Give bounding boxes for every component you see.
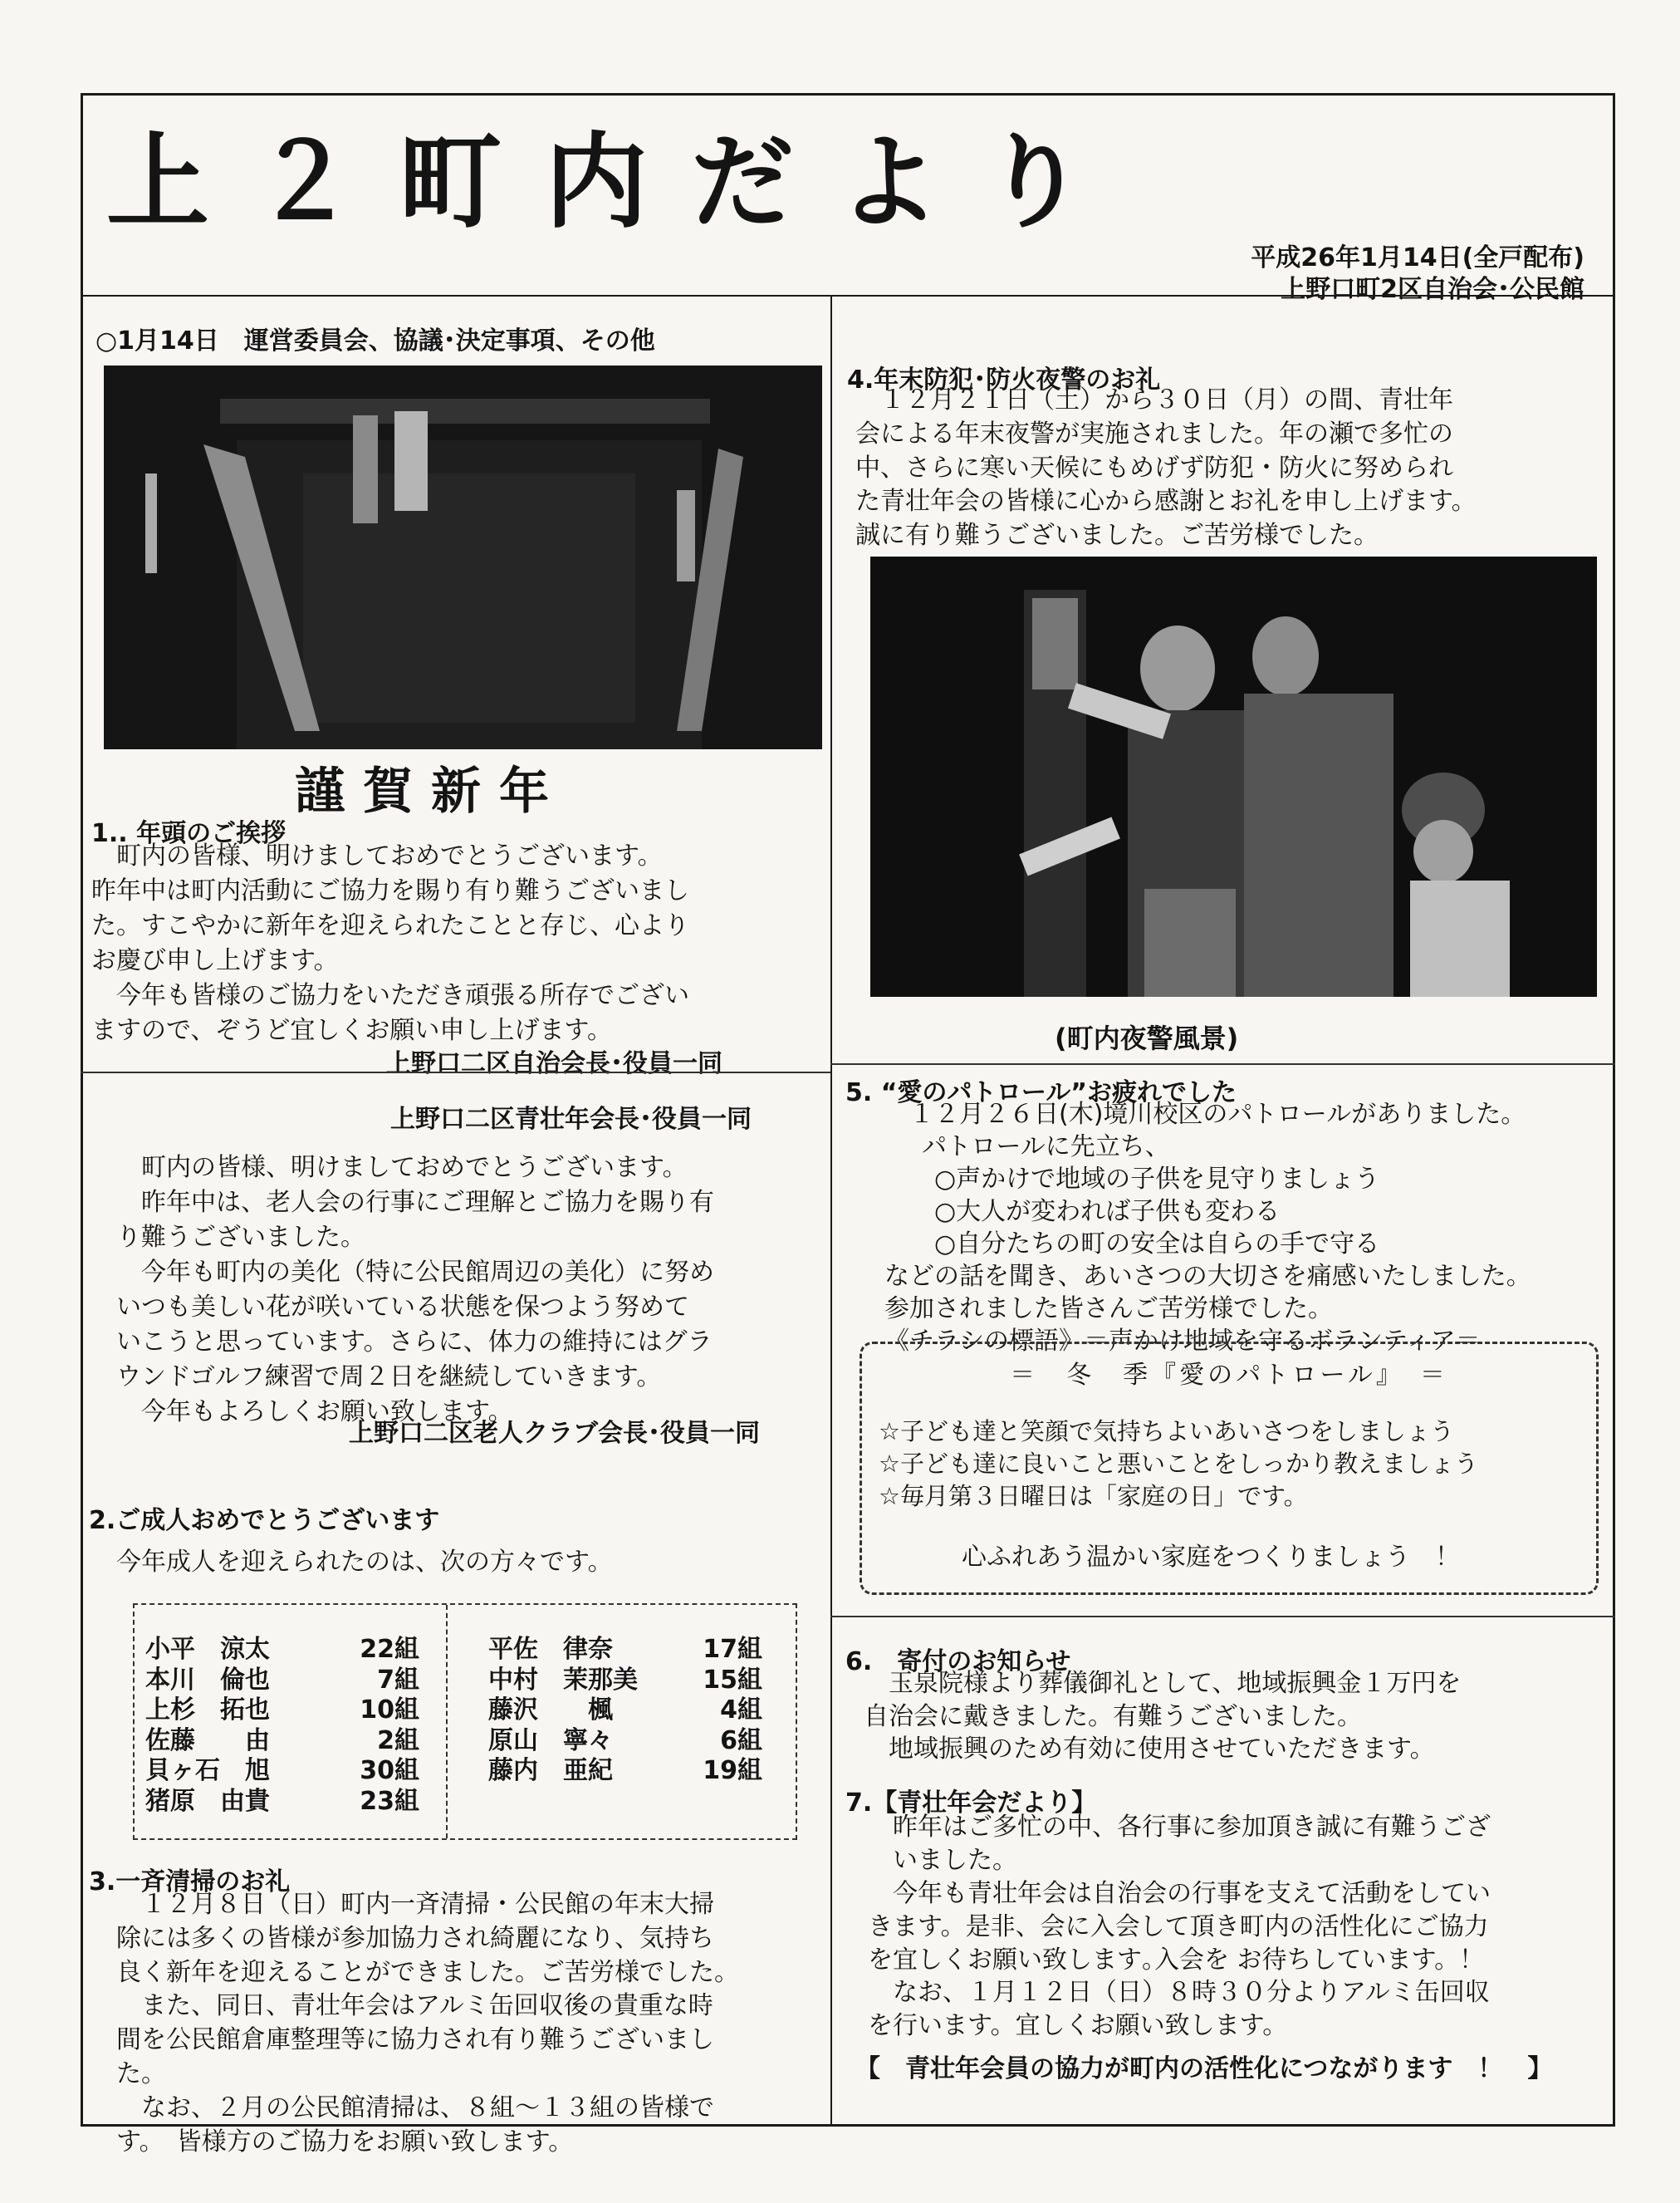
paragraph: 昨年中は町内活動にご協力を賜り有り難うございまし bbox=[91, 876, 689, 905]
signature-roujin: 上野口二区老人クラブ会長･役員一同 bbox=[349, 1419, 760, 1448]
paragraph: 町内の皆様、明けましておめでとうございます。 bbox=[116, 841, 663, 871]
winter-patrol-closing: 心ふれあう温かい家庭をつくりましょう ！ bbox=[962, 1543, 1460, 1573]
paragraph: 地域振興のため有効に使用させていただきます。 bbox=[889, 1734, 1435, 1764]
paragraph: いました。 bbox=[893, 1845, 1017, 1875]
paragraph: 《チラシの標語》＝声かけ地域を守るボランティア＝ bbox=[884, 1327, 1481, 1356]
section-2-intro: 今年成人を迎えられたのは、次の方々です。 bbox=[116, 1548, 613, 1577]
header-rule bbox=[81, 295, 1615, 297]
paragraph: １２月２１日（土）から３０日（月）の間、青壮年 bbox=[880, 385, 1453, 415]
list-item: 本川 倫也 7組 bbox=[145, 1665, 419, 1695]
paragraph: なお、２月の公民館清掃は、８組～１３組の皆様で bbox=[141, 2093, 714, 2122]
paragraph: 間を公民館倉庫整理等に協力され有り難うございまし bbox=[116, 2025, 714, 2055]
list-item: 平佐 律奈 17組 bbox=[488, 1635, 762, 1664]
paragraph: 今年も町内の美化（特に公民館周辺の美化）に努め bbox=[141, 1258, 714, 1287]
list-item: 上杉 拓也 10組 bbox=[145, 1695, 419, 1725]
paragraph: 今年も皆様のご協力をいただき頑張る所存でござい bbox=[116, 981, 689, 1010]
list-item: 猪原 由貴 23組 bbox=[145, 1786, 419, 1816]
section-1-body bbox=[91, 839, 822, 1048]
night-patrol-photo bbox=[870, 557, 1597, 997]
paragraph: 昨年はご多忙の中、各行事に参加頂き誠に有難うござ bbox=[893, 1813, 1491, 1842]
winter-patrol-title: ＝ 冬 季『愛のパトロール』 ＝ bbox=[1010, 1361, 1448, 1390]
list-item: ☆子ども達に良いこと悪いことをしっかり教えましょう bbox=[879, 1450, 1478, 1479]
paragraph: なお、１月１２日（日）８時３０分よりアルミ缶回収 bbox=[893, 1978, 1490, 2008]
section-5-heading: 5. “愛のパトロール”お疲れでした bbox=[845, 1078, 1237, 1107]
column-divider bbox=[830, 297, 832, 2127]
paragraph: ○大人が変われば子供も変わる bbox=[934, 1197, 1281, 1226]
paragraph: た。すこやかに新年を迎えられたことと存じ、心より bbox=[91, 911, 689, 940]
paragraph: ○自分たちの町の安全は自らの手で守る bbox=[934, 1229, 1380, 1259]
newsletter-title: 上２町内だより bbox=[106, 122, 1130, 243]
seisonen-banner: 【 青壮年会員の協力が町内の活性化につながります ！ 】 bbox=[855, 2054, 1553, 2083]
section-6-body bbox=[864, 1667, 1603, 1766]
paragraph: パトロールに先立ち、 bbox=[922, 1132, 1170, 1161]
list-item: 佐藤 由 2組 bbox=[145, 1725, 419, 1755]
paragraph: り難うございました。 bbox=[116, 1223, 365, 1252]
paragraph: を宜しくお願い致します｡入会を お待ちしています。！ bbox=[868, 1945, 1485, 1975]
paragraph: を行います。宜しくお願い致します。 bbox=[868, 2011, 1288, 2041]
signature-jichikai: 上野口二区自治会長･役員一同 bbox=[386, 1049, 722, 1078]
paragraph: す。 皆様方のご協力をお願い致します。 bbox=[116, 2127, 574, 2156]
paragraph: 良く新年を迎えることができました。ご苦労様でした。 bbox=[116, 1957, 739, 1987]
paragraph: 玉泉院様より葬儀御礼として、地域振興金１万円を bbox=[889, 1669, 1462, 1698]
paragraph: 会による年末夜警が実施されました。年の瀬で多忙の bbox=[855, 419, 1453, 449]
list-item: 原山 寧々 6組 bbox=[488, 1725, 762, 1755]
list-item: 藤沢 楓 4組 bbox=[488, 1695, 762, 1725]
section-2-heading: 2.ご成人おめでとうございます bbox=[89, 1506, 440, 1535]
paragraph: いつも美しい花が咲いている状態を保つよう努めて bbox=[116, 1293, 689, 1322]
winter-patrol-box bbox=[860, 1342, 1599, 1595]
paragraph: 参加されました皆さんご苦労様でした。 bbox=[884, 1294, 1333, 1323]
section-3-heading: 3.一斉清掃のお礼 bbox=[89, 1867, 291, 1896]
divider bbox=[830, 1616, 1615, 1617]
list-item: 中村 茉那美 15組 bbox=[488, 1665, 762, 1695]
list-item: 小平 涼太 22組 bbox=[145, 1635, 419, 1664]
paragraph: ○声かけで地域の子供を見守りましょう bbox=[934, 1165, 1380, 1194]
new-year-caption: 謹賀新年 bbox=[295, 763, 567, 821]
section-5-body bbox=[884, 1098, 1607, 1357]
list-item: 藤内 亜紀 19組 bbox=[488, 1756, 762, 1786]
photo-night-patrol bbox=[870, 557, 1597, 997]
paragraph: 誠に有り難うございました。ご苦労様でした。 bbox=[855, 521, 1379, 551]
list-item: ☆子ども達と笑顔で気持ちよいあいさつをしましょう bbox=[879, 1417, 1454, 1445]
section-6-heading: 6. 寄付のお知らせ bbox=[845, 1647, 1071, 1676]
section-7-heading: 7.【青壮年会だより】 bbox=[845, 1788, 1097, 1818]
paragraph: 今年も青壮年会は自治会の行事を支えて活動をしてい bbox=[893, 1878, 1491, 1908]
names-split bbox=[446, 1605, 448, 1838]
section-4-heading: 4.年末防犯･防火夜警のお礼 bbox=[847, 366, 1161, 395]
paragraph: 中、さらに寒い天候にもめげず防犯・防火に努められ bbox=[855, 453, 1453, 483]
publication-date: 平成26年1月14日(全戸配布) bbox=[1251, 243, 1584, 272]
section-4-body bbox=[855, 384, 1603, 553]
paragraph: １２月２６日(木)境川校区のパトロールがありました。 bbox=[909, 1100, 1526, 1129]
paragraph: た。 bbox=[116, 2058, 166, 2088]
new-year-photo bbox=[104, 366, 822, 749]
paragraph: １２月８日（日）町内一斉清掃・公民館の年末大掃 bbox=[141, 1890, 714, 1919]
section-7-body bbox=[868, 1811, 1607, 2043]
section-1-heading: 1.. 年頭のご挨拶 bbox=[91, 819, 287, 848]
paragraph: などの話を聞き、あいさつの大切さを痛感いたしました。 bbox=[884, 1262, 1531, 1291]
section-3-body bbox=[116, 1888, 830, 2159]
paragraph: 昨年中は、老人会の行事にご理解とご協力を賜り有 bbox=[141, 1188, 714, 1217]
meeting-line: ○1月14日 運営委員会、協議･決定事項、その他 bbox=[96, 326, 655, 356]
photo-shrine-gate bbox=[104, 366, 822, 749]
list-item: 貝ヶ石 旭 30組 bbox=[145, 1756, 419, 1786]
publication-org: 上野口町2区自治会･公民館 bbox=[1281, 274, 1584, 304]
paragraph: いこうと思っています。さらに、体力の維持にはグラ bbox=[116, 1327, 713, 1357]
paragraph: お慶び申し上げます。 bbox=[91, 946, 339, 975]
divider bbox=[830, 1063, 1615, 1065]
names-right-list bbox=[488, 1635, 762, 1787]
paragraph: 町内の皆様、明けましておめでとうございます。 bbox=[141, 1153, 688, 1182]
paragraph: ウンドゴルフ練習で周２日を継続していきます。 bbox=[116, 1362, 662, 1391]
paragraph: た青壮年会の皆様に心から感謝とお礼を申し上げます。 bbox=[855, 487, 1477, 517]
signature-seisonen: 上野口二区青壮年会長･役員一同 bbox=[390, 1105, 752, 1134]
paragraph: 自治会に戴きました。有難うございました。 bbox=[864, 1701, 1362, 1731]
section-1-body-2 bbox=[116, 1151, 822, 1430]
paragraph: きます。是非、会に入会して頂き町内の活性化にご協力 bbox=[868, 1911, 1489, 1941]
paragraph: また、同日、青壮年会はアルミ缶回収後の貴重な時 bbox=[141, 1991, 713, 2021]
list-item: ☆毎月第３日曜日は「家庭の日」です。 bbox=[879, 1482, 1308, 1511]
names-left-list bbox=[145, 1635, 419, 1818]
paragraph: 除には多くの皆様が参加協力され綺麗になり、気持ち bbox=[116, 1923, 714, 1953]
paragraph: 今年もよろしくお願い致します。 bbox=[141, 1397, 513, 1426]
paragraph: ますので、ぞうど宜しくお願い申し上げます。 bbox=[91, 1016, 612, 1045]
patrol-photo-caption: (町内夜警風景) bbox=[1055, 1023, 1239, 1054]
divider bbox=[81, 1072, 830, 1073]
